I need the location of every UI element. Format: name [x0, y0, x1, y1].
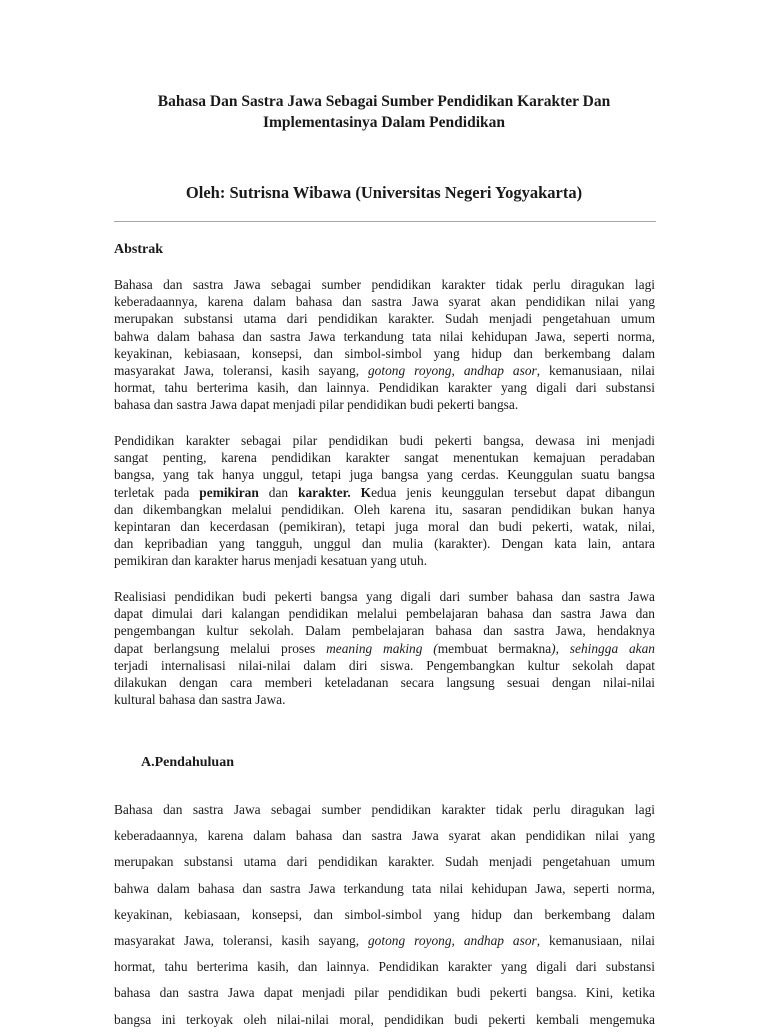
- text-line: hormat, tahu berterima kasih, dan lainnya. Pendidikan karakter yang digali dari substansi: [114, 959, 655, 975]
- text-line: dan kepribadian yang tangguh, unggul dan mulia (karakter). Dengan kata lain, antara: [114, 536, 655, 552]
- text-line: dan dikembangkan melalui pendidikan. Oleh karena itu, sasaran pendidikan bukan hanya: [114, 501, 655, 517]
- text-line: keberadaannya, karena dalam bahasa dan sastra Jawa syarat akan pendidikan nilai yang: [114, 828, 655, 844]
- text-run: , kemanusiaan, nilai: [536, 363, 656, 379]
- abstract-paragraph-3: [114, 588, 655, 708]
- text-run: masyarakat Jawa, toleransi, kasih sayang,: [114, 363, 368, 379]
- text-line: dilakukan dengan cara memberi keteladanan secara langsung sesuai dengan nilai-nilai: [114, 675, 655, 691]
- text-run: membuat bermakna: [437, 640, 552, 656]
- text-line: merupakan substansi utama dari pendidikan karakter. Sudah menjadi pengetahuan umum: [114, 311, 655, 327]
- text-line: bangsa, yang tak hanya unggul, tetapi juga bangsa yang cerdas. Keunggulan suatu bangsa: [114, 467, 655, 483]
- text-line: Pendidikan karakter sebagai pilar pendidikan budi pekerti bangsa, dewasa ini menjadi: [114, 433, 655, 448]
- text-line: bahasa dan sastra Jawa dapat menjadi pilar pendidikan budi pekerti bangsa.: [114, 397, 519, 413]
- text-line: merupakan substansi utama dari pendidikan karakter. Sudah menjadi pengetahuan umum: [114, 854, 655, 870]
- text-line: terjadi internalisasi nilai-nilai dalam diri siswa. Pengembangkan kultur sekolah dapat: [114, 657, 655, 673]
- paper-title: [100, 91, 668, 133]
- text-line: kepintaran dan kecerdasan (pemikiran), tetapi juga moral dan budi pekerti, watak, nilai,: [114, 519, 655, 535]
- text-line: keyakinan, kebiasaan, konsepsi, dan simbol-simbol yang hidup dan berkembang dalam: [114, 345, 655, 361]
- bold-term: pemikiran: [199, 484, 259, 500]
- abstract-heading: Abstrak: [114, 242, 164, 257]
- text-line: [114, 484, 655, 501]
- text-line: dapat dimulai dari kalangan pendidikan melalui pembelajaran bahasa dan sastra Jawa dan: [114, 606, 655, 622]
- section-heading-pendahuluan: A.Pendahuluan: [141, 755, 234, 770]
- text-line: keberadaannya, karena dalam bahasa dan sastra Jawa syarat akan pendidikan nilai yang: [114, 294, 655, 310]
- text-line: [114, 928, 655, 954]
- text-run: , kemanusiaan, nilai: [536, 933, 656, 949]
- text-run: edua jenis keunggulan tersebut dapat dibangun: [371, 484, 655, 500]
- title-line-2: Implementasinya Dalam Pendidikan: [262, 114, 505, 131]
- text-line: Realisiasi pendidikan budi pekerti bangsa yang digali dari sumber bahasa dan sastra Jawa: [114, 589, 655, 604]
- text-line: Bahasa dan sastra Jawa sebagai sumber pendidikan karakter tidak perlu diragukan lagi: [114, 802, 655, 817]
- text-line: pemikiran dan karakter harus menjadi kesatuan yang utuh.: [114, 553, 428, 569]
- text-line: kultural bahasa dan sastra Jawa.: [114, 692, 286, 708]
- text-line: [114, 640, 655, 657]
- abstract-paragraph-2: [114, 432, 655, 570]
- title-line-1: Bahasa Dan Sastra Jawa Sebagai Sumber Pendidikan Karakter Dan: [157, 93, 611, 110]
- author-line: Oleh: Sutrisna Wibawa (Universitas Negeri Yogyakarta): [185, 183, 583, 202]
- text-line: hormat, tahu berterima kasih, dan lainnya. Pendidikan karakter yang digali dari substansi: [114, 380, 655, 396]
- abstract-paragraph-1: [114, 276, 655, 414]
- text-run: masyarakat Jawa, toleransi, kasih sayang,: [114, 933, 368, 949]
- text-line: bahasa dan sastra Jawa dapat menjadi pilar pendidikan budi pekerti bangsa. Kini, ketika: [114, 985, 655, 1001]
- text-run: terletak pada: [114, 484, 200, 500]
- text-line: [114, 362, 655, 379]
- text-run: dapat berlangsung melalui proses: [114, 640, 327, 656]
- text-line: sangat penting, karena pendidikan karakter sangat menentukan kemajuan peradaban: [114, 450, 655, 466]
- section-paragraph-1: [114, 797, 655, 1033]
- italic-term: ), sehingga akan: [551, 640, 655, 656]
- text-line: keyakinan, kebiasaan, konsepsi, dan simbol-simbol yang hidup dan berkembang dalam: [114, 906, 655, 922]
- italic-term: gotong royong, andhap asor: [367, 363, 537, 379]
- bold-term: karakter. K: [298, 484, 372, 500]
- text-line: bangsa ini terkoyak oleh nilai-nilai moral, pendidikan budi pekerti kembali mengemuka: [114, 1011, 655, 1027]
- italic-term: meaning making (: [326, 640, 438, 656]
- italic-term: gotong royong, andhap asor: [367, 933, 537, 949]
- text-run: dan: [258, 484, 299, 500]
- divider-rule: [114, 221, 656, 222]
- text-line: Bahasa dan sastra Jawa sebagai sumber pendidikan karakter tidak perlu diragukan lagi: [114, 277, 655, 292]
- text-line: bahwa dalam bahasa dan sastra Jawa terkandung tata nilai kehidupan Jawa, seperti norma,: [114, 880, 655, 896]
- text-line: bahwa dalam bahasa dan sastra Jawa terkandung tata nilai kehidupan Jawa, seperti norma,: [114, 328, 655, 344]
- text-line: pengembangan kultur sekolah. Dalam pembelajaran bahasa dan sastra Jawa, hendaknya: [114, 623, 655, 639]
